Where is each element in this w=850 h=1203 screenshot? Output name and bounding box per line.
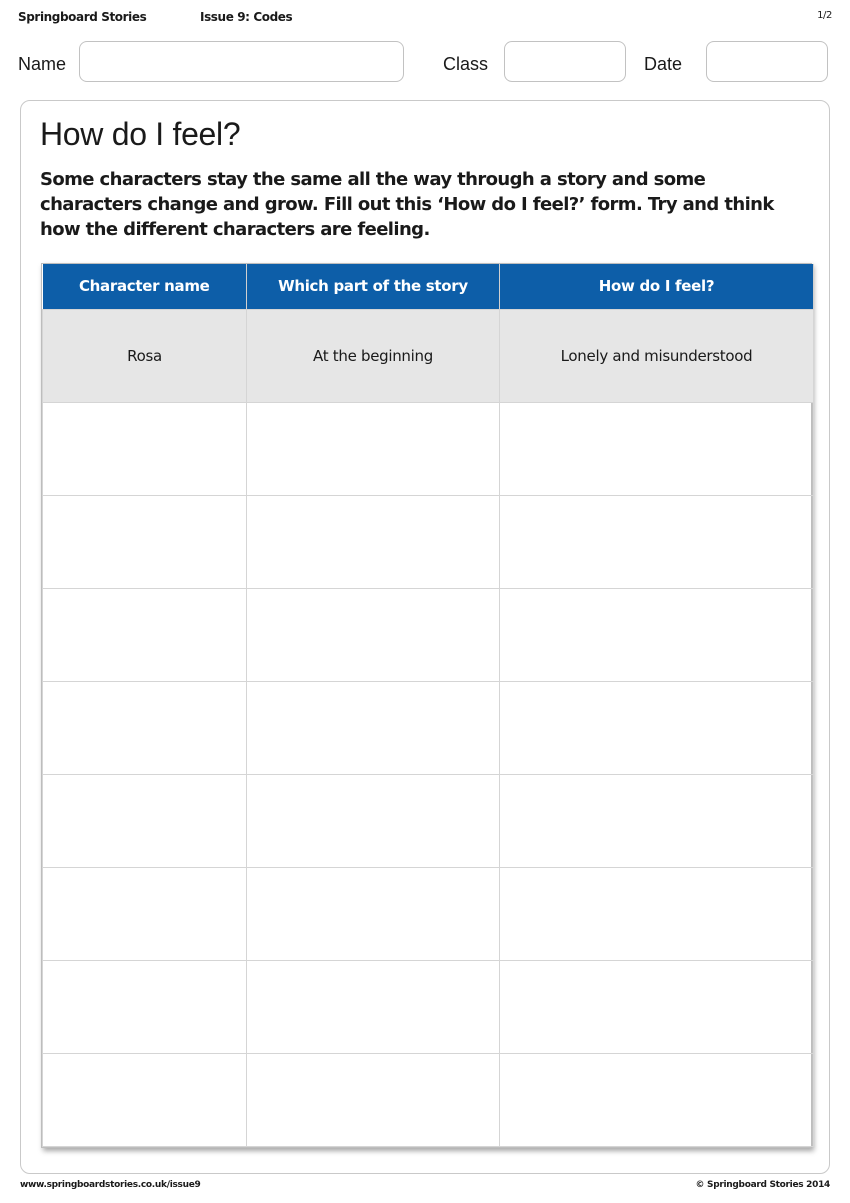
story-part-cell[interactable]: [247, 588, 500, 681]
example-row: [43, 309, 814, 402]
feelings-table: [41, 263, 812, 1148]
table-row: [43, 774, 814, 867]
character-cell[interactable]: [43, 681, 247, 774]
feeling-cell[interactable]: [500, 867, 814, 960]
story-part-cell-input[interactable]: [247, 496, 499, 588]
character-cell[interactable]: [43, 588, 247, 681]
feeling-cell[interactable]: [500, 495, 814, 588]
character-cell[interactable]: [43, 774, 247, 867]
table-row: [43, 960, 814, 1053]
table-row: [43, 867, 814, 960]
story-part-cell-input[interactable]: [247, 868, 499, 960]
date-field[interactable]: [706, 41, 828, 82]
name-input[interactable]: [80, 42, 403, 81]
feeling-cell-input[interactable]: [500, 868, 813, 960]
page-number: 1/2: [817, 10, 832, 21]
feeling-cell-input[interactable]: [500, 961, 813, 1053]
character-cell[interactable]: [43, 402, 247, 495]
character-cell-input[interactable]: [43, 961, 246, 1053]
feeling-cell[interactable]: [500, 402, 814, 495]
character-cell[interactable]: [43, 867, 247, 960]
date-input[interactable]: [707, 42, 827, 81]
column-header-story-part: Which part of the story: [247, 264, 500, 309]
story-part-cell[interactable]: [247, 681, 500, 774]
column-header-character: Character name: [43, 264, 247, 309]
story-part-cell-input[interactable]: [247, 1054, 499, 1146]
page-title: How do I feel?: [40, 116, 241, 152]
top-bar: [18, 10, 832, 26]
footer-url[interactable]: www.springboardstories.co.uk/issue9: [20, 1180, 201, 1190]
name-label: Name: [18, 54, 67, 74]
example-story-part: At the beginning: [247, 309, 500, 402]
story-part-cell[interactable]: [247, 495, 500, 588]
character-cell-input[interactable]: [43, 1054, 246, 1146]
story-part-cell-input[interactable]: [247, 589, 499, 681]
character-cell-input[interactable]: [43, 682, 246, 774]
instructions-text: Some characters stay the same all the way through a story and some characters change and grow. Fill out this ‘How do I feel?’ form. Try and think how the different characters are feeling.: [40, 169, 774, 240]
brand-name: Springboard Stories: [18, 10, 147, 24]
feeling-cell-input[interactable]: [500, 775, 813, 867]
feeling-cell-input[interactable]: [500, 496, 813, 588]
character-cell-input[interactable]: [43, 589, 246, 681]
class-field[interactable]: [504, 41, 626, 82]
feeling-cell-input[interactable]: [500, 682, 813, 774]
feeling-cell[interactable]: [500, 960, 814, 1053]
class-label: Class: [443, 54, 489, 74]
table-row: [43, 1053, 814, 1146]
feeling-cell-input[interactable]: [500, 1054, 813, 1146]
story-part-cell-input[interactable]: [247, 961, 499, 1053]
character-cell[interactable]: [43, 495, 247, 588]
issue-label: Issue 9: Codes: [200, 10, 293, 24]
feeling-cell[interactable]: [500, 681, 814, 774]
story-part-cell-input[interactable]: [247, 775, 499, 867]
example-character: Rosa: [43, 309, 247, 402]
name-field[interactable]: [79, 41, 404, 82]
story-part-cell-input[interactable]: [247, 682, 499, 774]
table-row: [43, 681, 814, 774]
footer-copyright: © Springboard Stories 2014: [695, 1180, 830, 1190]
feeling-cell-input[interactable]: [500, 589, 813, 681]
character-cell[interactable]: [43, 960, 247, 1053]
feeling-cell[interactable]: [500, 588, 814, 681]
table-header-row: [43, 264, 814, 309]
table-row: [43, 402, 814, 495]
character-cell[interactable]: [43, 1053, 247, 1146]
story-part-cell[interactable]: [247, 867, 500, 960]
feeling-cell[interactable]: [500, 774, 814, 867]
example-feeling: Lonely and misunderstood: [500, 309, 814, 402]
story-part-cell-input[interactable]: [247, 403, 499, 495]
feeling-cell-input[interactable]: [500, 403, 813, 495]
table-row: [43, 588, 814, 681]
character-cell-input[interactable]: [43, 775, 246, 867]
story-part-cell[interactable]: [247, 1053, 500, 1146]
table-row: [43, 495, 814, 588]
character-cell-input[interactable]: [43, 403, 246, 495]
character-cell-input[interactable]: [43, 496, 246, 588]
story-part-cell[interactable]: [247, 960, 500, 1053]
character-cell-input[interactable]: [43, 868, 246, 960]
feeling-cell[interactable]: [500, 1053, 814, 1146]
story-part-cell[interactable]: [247, 402, 500, 495]
column-header-feeling: How do I feel?: [500, 264, 814, 309]
story-part-cell[interactable]: [247, 774, 500, 867]
class-input[interactable]: [505, 42, 625, 81]
date-label: Date: [644, 54, 683, 74]
